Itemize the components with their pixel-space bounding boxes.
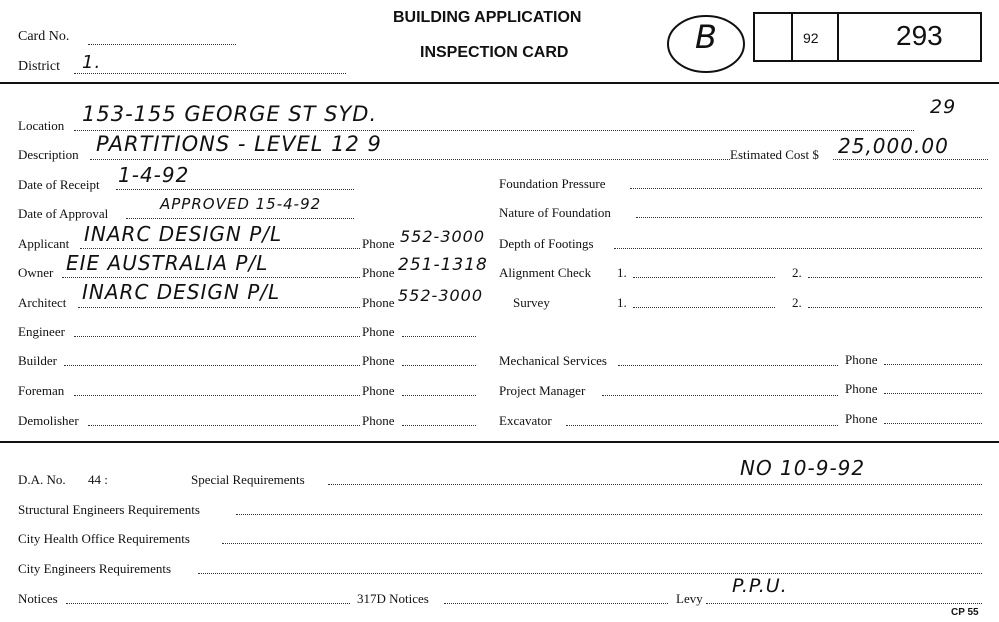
engineer-phone-label: Phone xyxy=(362,324,395,339)
applicant-phone-label: Phone xyxy=(362,236,395,251)
engineer-label: Engineer xyxy=(18,324,65,339)
health-field[interactable] xyxy=(222,543,982,544)
nature-foundation-field[interactable] xyxy=(636,217,982,218)
special-label: Special Requirements xyxy=(191,472,305,487)
applicant-field[interactable] xyxy=(80,248,360,249)
da-value: 44 : xyxy=(88,472,108,487)
district-value: 1. xyxy=(82,52,102,73)
foreman-label: Foreman xyxy=(18,383,65,398)
location-label: Location xyxy=(18,118,65,133)
notices-317d-label: 317D Notices xyxy=(357,591,429,606)
excavator-phone-label: Phone xyxy=(845,411,878,426)
da-label: D.A. No. xyxy=(18,472,66,487)
location-value: 153-155 GEORGE ST SYD. xyxy=(82,102,378,126)
estimated-cost-value: 25,000.00 xyxy=(838,134,949,158)
notices-label: Notices xyxy=(18,591,58,606)
circled-mark: B xyxy=(695,18,718,56)
date-receipt-label: Date of Receipt xyxy=(18,177,100,192)
project-manager-phone-field[interactable] xyxy=(884,393,982,394)
engineer-field[interactable] xyxy=(74,336,360,337)
special-field[interactable] xyxy=(328,484,982,485)
excavator-field[interactable] xyxy=(566,425,838,426)
architect-value: INARC DESIGN P/L xyxy=(82,280,281,304)
survey-field-2[interactable] xyxy=(808,307,982,308)
card-no-field[interactable] xyxy=(88,44,236,45)
description-value: PARTITIONS - LEVEL 12 9 xyxy=(96,132,382,156)
architect-label: Architect xyxy=(18,295,67,310)
card-no-label: Card No. xyxy=(18,29,70,44)
special-value: NO 10-9-92 xyxy=(740,456,866,480)
builder-phone-label: Phone xyxy=(362,353,395,368)
date-receipt-value: 1-4-92 xyxy=(118,163,190,187)
foundation-pressure-label: Foundation Pressure xyxy=(499,176,606,191)
depth-footings-field[interactable] xyxy=(614,248,982,249)
mechanical-phone-field[interactable] xyxy=(884,364,982,365)
notices-field[interactable] xyxy=(66,603,350,604)
demolisher-field[interactable] xyxy=(88,425,360,426)
mechanical-field[interactable] xyxy=(618,365,838,366)
builder-phone-field[interactable] xyxy=(402,365,476,366)
mechanical-phone-label: Phone xyxy=(845,352,878,367)
owner-label: Owner xyxy=(18,265,54,280)
date-approval-value: APPROVED 15-4-92 xyxy=(160,195,322,213)
demolisher-phone-field[interactable] xyxy=(402,425,476,426)
alignment-check-label: Alignment Check xyxy=(499,265,592,280)
architect-phone: 552-3000 xyxy=(398,286,484,305)
district-field[interactable] xyxy=(74,73,346,74)
excavator-phone-field[interactable] xyxy=(884,423,982,424)
owner-value: EIE AUSTRALIA P/L xyxy=(66,251,269,275)
nature-foundation-label: Nature of Foundation xyxy=(499,205,611,220)
alignment-item-2: 2. xyxy=(792,265,802,280)
alignment-check-field-1[interactable] xyxy=(633,277,775,278)
form-title-line1: BUILDING APPLICATION xyxy=(393,9,582,26)
engineer-phone-field[interactable] xyxy=(402,336,476,337)
project-manager-field[interactable] xyxy=(602,395,838,396)
architect-phone-label: Phone xyxy=(362,295,395,310)
applicant-label: Applicant xyxy=(18,236,70,251)
city-engineers-label: City Engineers Requirements xyxy=(18,561,172,576)
survey-item-1: 1. xyxy=(617,295,627,310)
box-prefix: 92 xyxy=(803,30,819,46)
blank-box xyxy=(753,12,793,62)
notices-317d-field[interactable] xyxy=(444,603,668,604)
alignment-check-field-2[interactable] xyxy=(808,277,982,278)
survey-item-2: 2. xyxy=(792,295,802,310)
architect-field[interactable] xyxy=(78,307,360,308)
description-label: Description xyxy=(18,147,79,162)
demolisher-label: Demolisher xyxy=(18,413,79,428)
estimated-cost-label: Estimated Cost $ xyxy=(730,147,819,162)
builder-label: Builder xyxy=(18,353,57,368)
owner-phone: 251-1318 xyxy=(398,255,488,275)
excavator-label: Excavator xyxy=(499,413,552,428)
levy-label: Levy xyxy=(676,591,703,606)
structural-field[interactable] xyxy=(236,514,982,515)
date-approval-label: Date of Approval xyxy=(18,206,109,221)
owner-field[interactable] xyxy=(62,277,360,278)
date-approval-field[interactable] xyxy=(126,218,354,219)
depth-footings-label: Depth of Footings xyxy=(499,236,594,251)
owner-phone-label: Phone xyxy=(362,265,395,280)
location-note: 29 xyxy=(930,96,957,118)
form-title-line2: INSPECTION CARD xyxy=(420,44,569,61)
city-engineers-field[interactable] xyxy=(198,573,982,574)
survey-field-1[interactable] xyxy=(633,307,775,308)
demolisher-phone-label: Phone xyxy=(362,413,395,428)
district-label: District xyxy=(18,59,60,74)
box-number: 293 xyxy=(896,20,943,51)
survey-label: Survey xyxy=(513,295,550,310)
levy-value: P.P.U. xyxy=(732,575,788,597)
foundation-pressure-field[interactable] xyxy=(630,188,982,189)
form-code: CP 55 xyxy=(951,607,979,618)
applicant-phone: 552-3000 xyxy=(400,227,486,246)
health-label: City Health Office Requirements xyxy=(18,531,190,546)
divider-top xyxy=(0,82,999,84)
foreman-field[interactable] xyxy=(74,395,360,396)
project-manager-phone-label: Phone xyxy=(845,381,878,396)
foreman-phone-label: Phone xyxy=(362,383,395,398)
foreman-phone-field[interactable] xyxy=(402,395,476,396)
project-manager-label: Project Manager xyxy=(499,383,586,398)
applicant-value: INARC DESIGN P/L xyxy=(84,222,283,246)
mechanical-label: Mechanical Services xyxy=(499,353,607,368)
alignment-item-1: 1. xyxy=(617,265,627,280)
location-field[interactable] xyxy=(74,130,914,131)
levy-field[interactable] xyxy=(706,603,982,604)
estimated-cost-field[interactable] xyxy=(833,159,988,160)
divider-bottom xyxy=(0,441,999,443)
description-field[interactable] xyxy=(90,159,730,160)
builder-field[interactable] xyxy=(64,365,360,366)
date-receipt-field[interactable] xyxy=(116,189,354,190)
structural-label: Structural Engineers Requirements xyxy=(18,502,200,517)
